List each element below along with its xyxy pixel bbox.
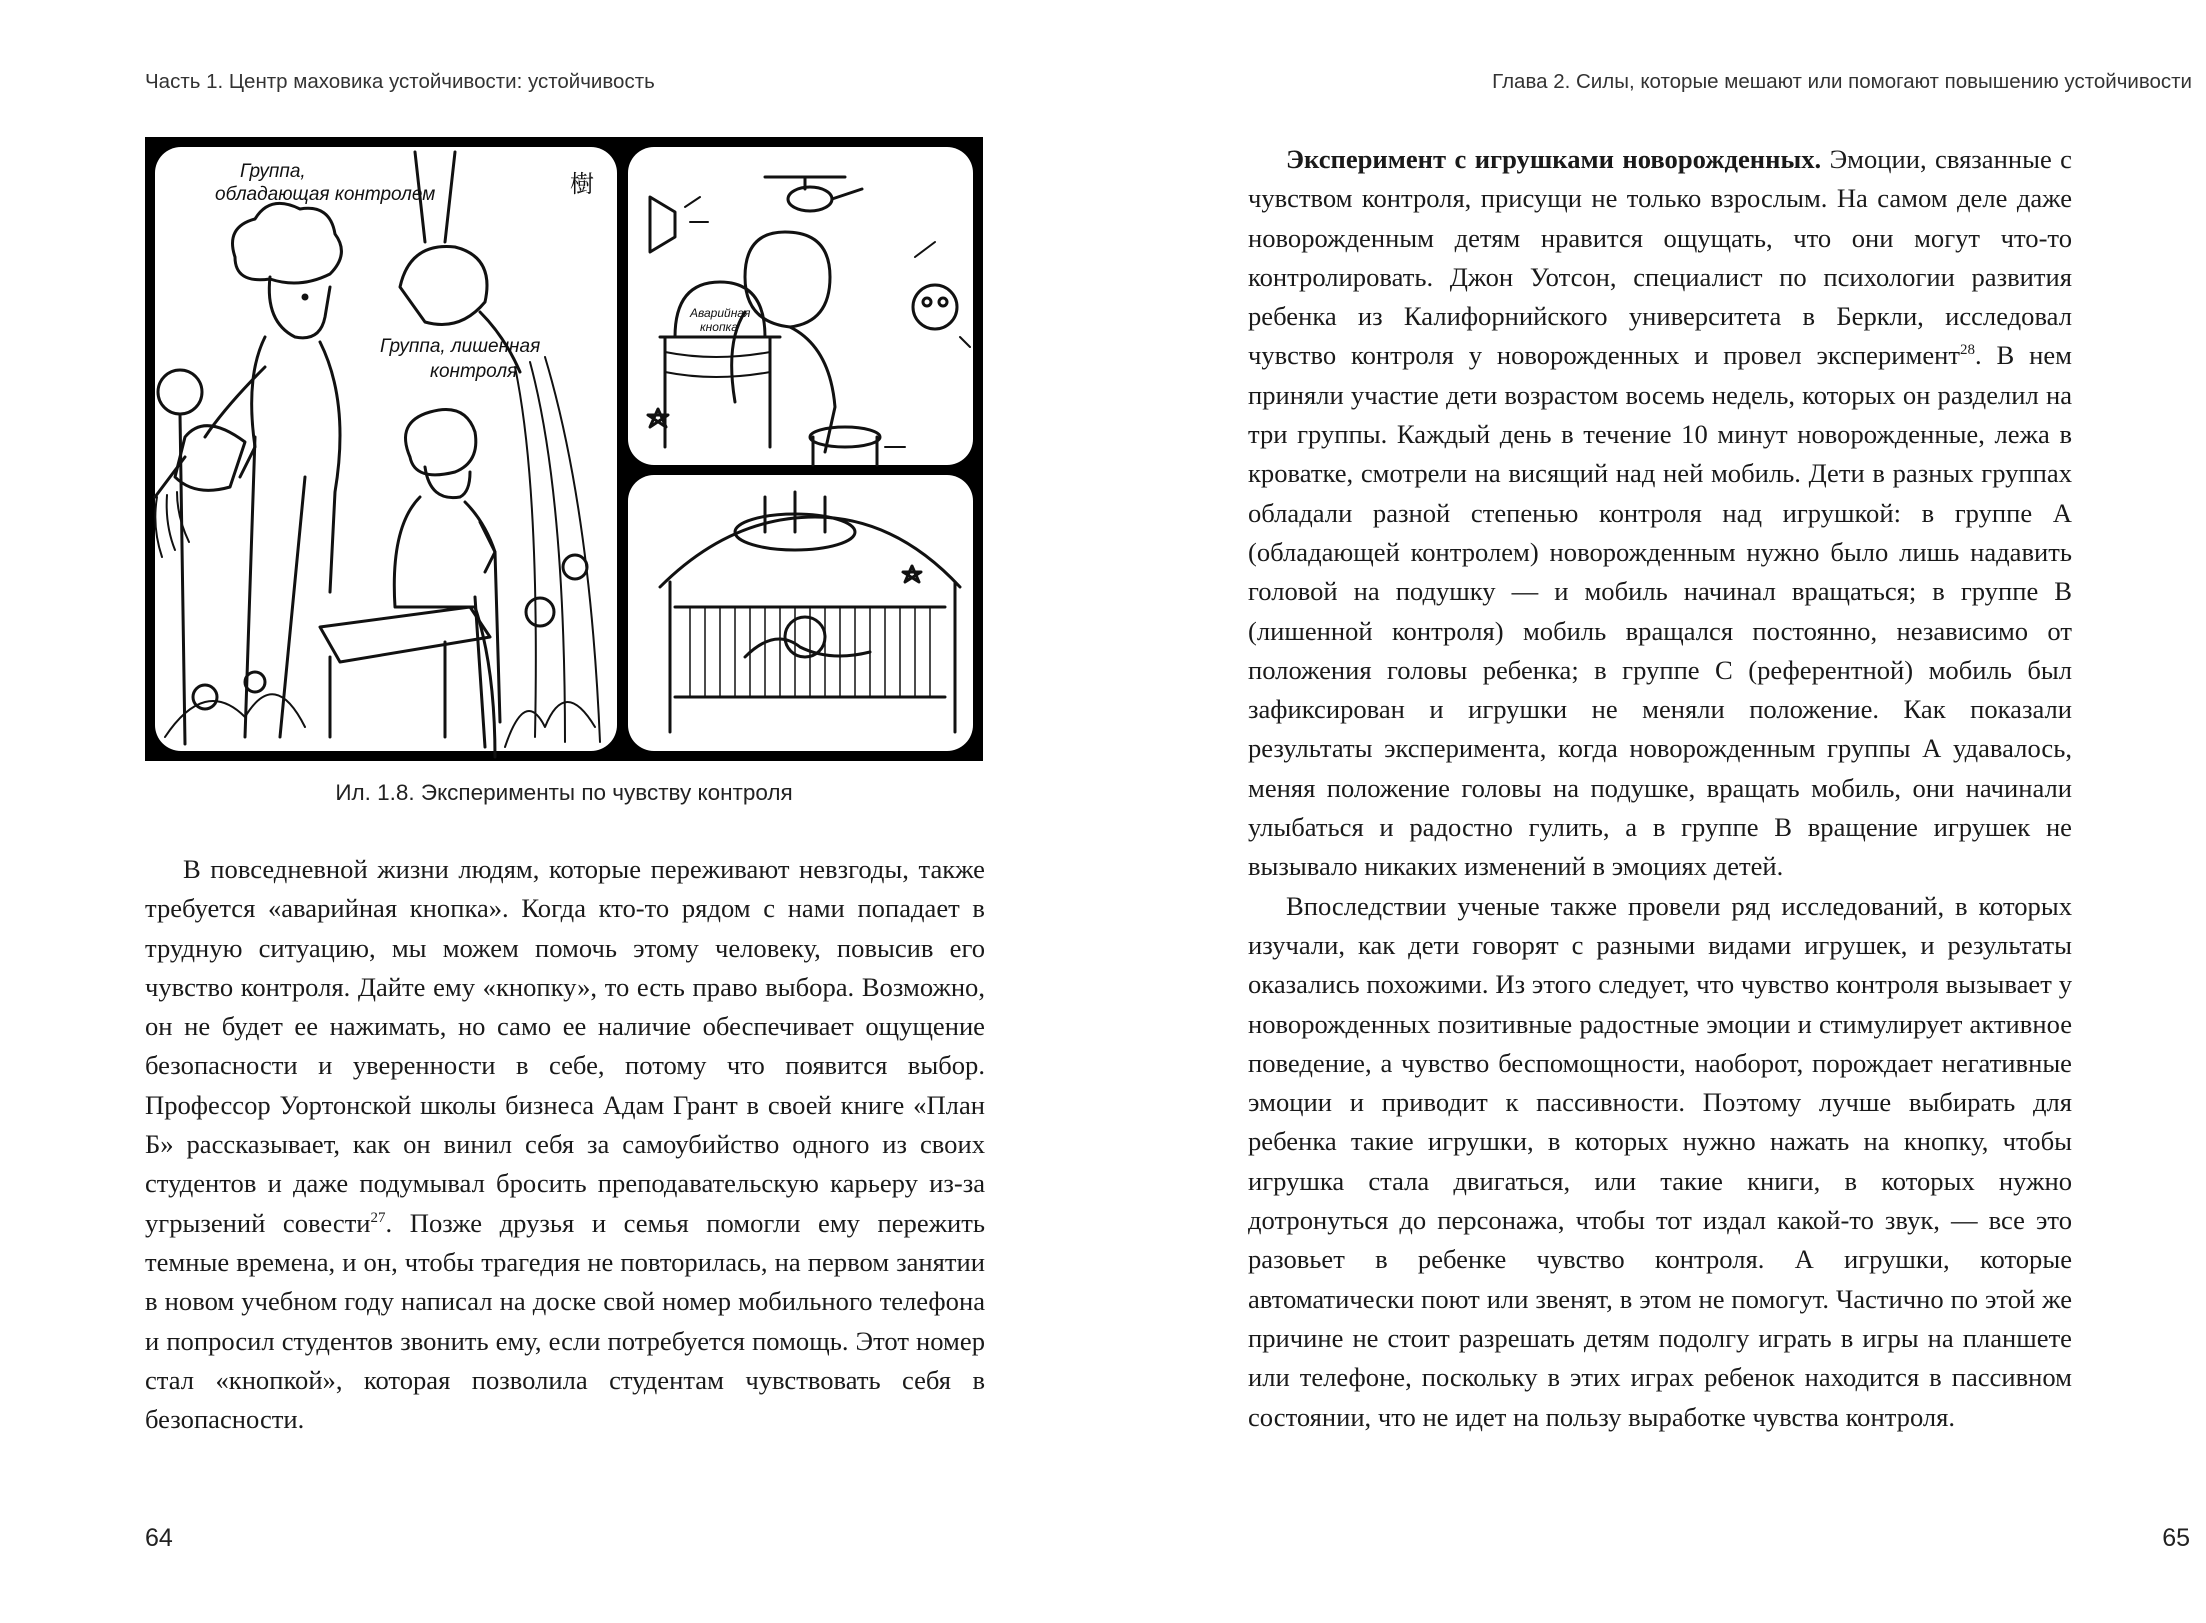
- paragraph: Впоследствии ученые также провели ряд исследований, в которых изучали, как дети говорят с разными видами игрушек, и результаты оказались похожими. Из этого следует, что чувство контроля вызывает у новорожденных позитивные радостные эмоции и стимулирует активное поведение, а чувство беспомощности, наоборот, порождает негативные эмоции и приводит к пассивности. Поэтому лучше выбирать для ребенка такие игрушки, в которых нужно нажать на кнопку, чтобы игрушка стала двигаться, или такие книги, в которых нужно дотронуться до персонажа, чтобы тот издал какой-то звук, — все это разовьет в ребенке чувство контроля. А игрушки, которые автоматически поют или звенят, в этом не помогут. Частично по этой же причине не стоит разрешать детям подолгу играть в игры на планшете или телефоне, поскольку в этих играх ребенок находится в пассивном состоянии, что не идет на пользу выработке чувства контроля.: [1248, 890, 2072, 1432]
- label-controlled-group-line2: обладающая контролем: [215, 184, 436, 205]
- comic-drawing: [145, 137, 983, 761]
- page-number-right: 65: [2162, 1524, 2190, 1552]
- footnote-ref-27: 27: [370, 1209, 386, 1226]
- paragraph: Эксперимент с игрушками новорожденных. Эмоции, связанные с чувством контроля, присущи не только взрослым. На самом деле даже новорожденным детям нравится ощущать, что они могут что-то контролировать. Джон Уотсон, специалист по психологии развития ребенка из Калифорнийского университета в Беркли, исследовал чувство контроля у новорожденных и провел эксперимент$^{28}$. В нем приняли участие дети возрастом восемь недель, которых он разделил на три группы. Каждый день в течение 10 минут новорожденные, лежа в кроватке, смотрели на висящий над ней мобиль. Дети в разных группах обладали разной степенью контроля над игрушкой: в группе А (обладающей контролем) новорожденным нужно было лишь надавить головой на подушку — и мобиль начинал вращаться; в группе В (лишенной контроля) мобиль вращался постоянно, независимо от положения головы ребенка; в группе С (референтной) мобиль был зафиксирован и игрушки не меняли положение. Как показали результаты эксперимента, когда новорожденным группы А удавалось, меняя положение головы на подушке, вращать мобиль, они начинали улыбаться и радостно гулить, а в группе В вращение игрушек не вызывало никаких изменений в эмоциях детей.: [1248, 144, 2072, 882]
- tree-glyph: 樹: [570, 171, 594, 198]
- label-deprived-group-line2: контроля: [430, 361, 518, 382]
- page-number-left: 64: [145, 1524, 173, 1552]
- running-head-right: Глава 2. Силы, которые мешают или помогают повышению устойчивости: [1492, 70, 2192, 93]
- section-heading: Эксперимент с игрушками новорожденных.: [1286, 144, 1822, 174]
- right-page: [1103, 0, 2206, 1623]
- right-body-text: [1248, 140, 2072, 1437]
- illustration-control-experiments: [145, 137, 983, 761]
- paragraph: В повседневной жизни людям, которые переживают невзгоды, также требуется «аварийная кнопка». Когда кто-то рядом с нами попадает в трудную ситуацию, мы можем помочь этому человеку, повысив его чувство контроля. Дайте ему «кнопку», то есть право выбора. Возможно, он не будет ее нажимать, но само ее наличие обеспечивает ощущение безопасности и уверенности в себе, потому что появится выбор. Профессор Уортонской школы бизнеса Адам Грант в своей книге «План Б» рассказывает, как он винил себя за самоубийство одного из своих студентов и даже подумывал бросить преподавательскую карьеру из-за угрызений совести$^{27}$. Позже друзья и семья помогли ему пережить темные времена, и он, чтобы трагедия не повторилась, на первом занятии в новом учебном году написал на доске свой номер мобильного телефона и попросил студентов звонить ему, если потребуется помощь. Этот номер стал «кнопкой», которая позволила студентам чувствовать себя в безопасности.: [145, 854, 985, 1435]
- label-deprived-group-line1: Группа, лишенная: [380, 336, 541, 357]
- running-head-left: Часть 1. Центр маховика устойчивости: устойчивость: [145, 70, 655, 93]
- left-body-text: [145, 850, 985, 1439]
- figure-caption: Ил. 1.8. Эксперименты по чувству контроля: [335, 780, 793, 805]
- label-controlled-group-line1: Группа,: [240, 161, 306, 182]
- label-button-line2: кнопка: [700, 320, 738, 334]
- footnote-ref-28: 28: [1960, 342, 1975, 359]
- label-button-line1: Аварийная: [690, 306, 751, 320]
